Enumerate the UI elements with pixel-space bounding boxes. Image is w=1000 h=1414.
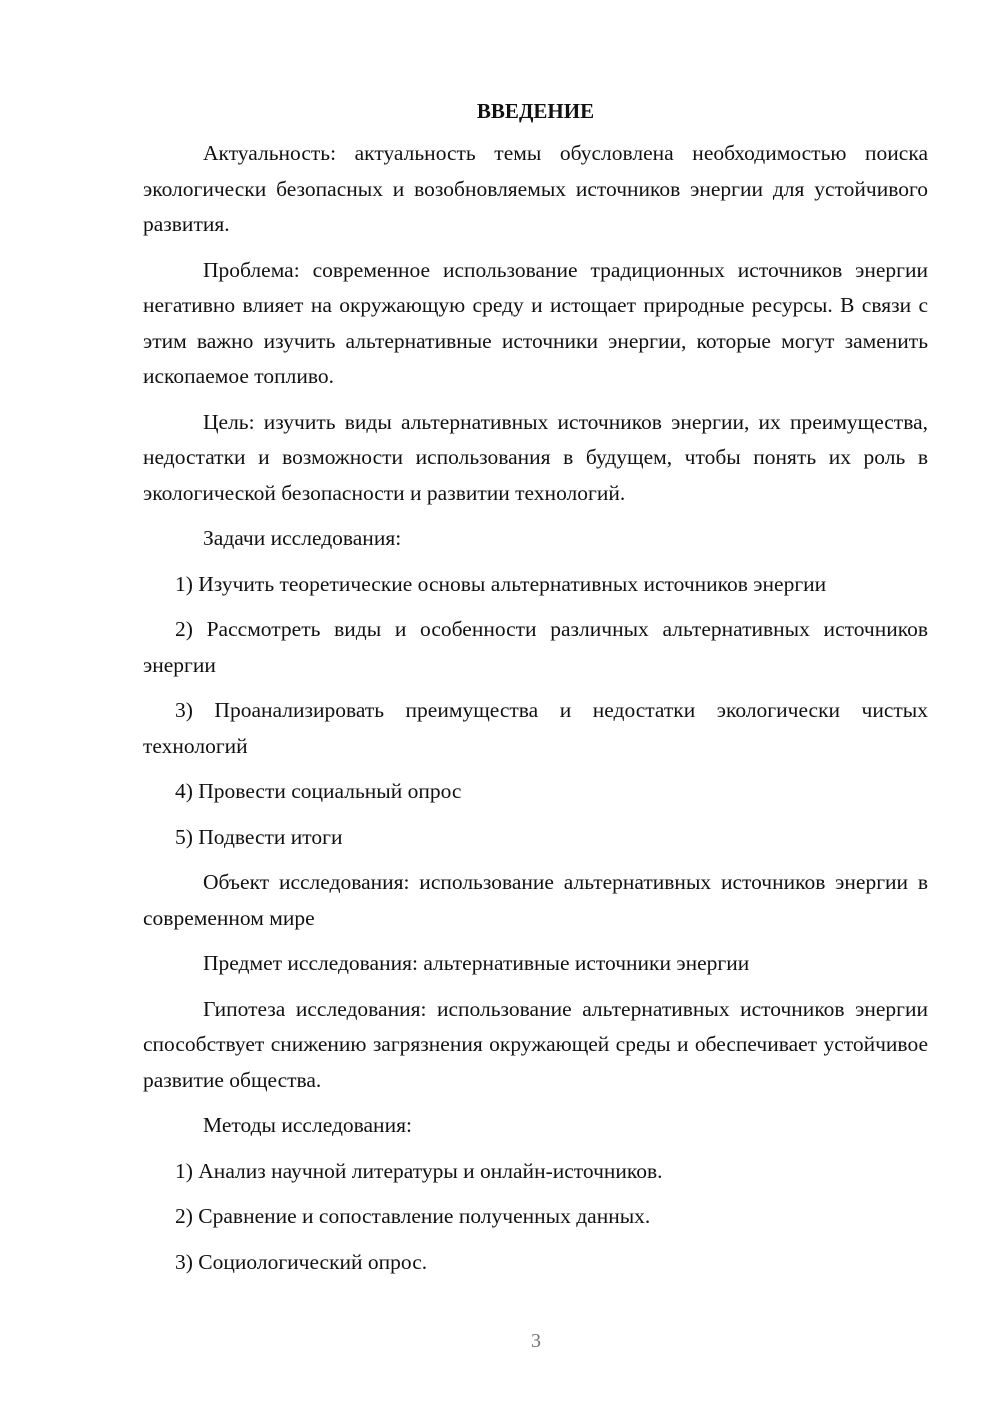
list-item: 1) Анализ научной литературы и онлайн-источников.	[175, 1158, 663, 1183]
paragraph: Методы исследования:	[203, 1113, 412, 1137]
paragraph: Проблема: современное использование традиционных источников энергии негативно влияет на окружающую среду и истощает природные ресурсы. В связи с этим важно изучить альтернативные источники энергии, которые могут заменить ископаемое топливо.	[143, 257, 928, 388]
list-item: 2) Рассмотреть виды и особенности различных альтернативных источников энергии	[143, 617, 928, 677]
paragraph: Задачи исследования:	[203, 526, 402, 550]
list-item: 1) Изучить теоретические основы альтернативных источников энергии	[175, 571, 827, 596]
page-number: 3	[531, 1330, 541, 1352]
paragraph: Гипотеза исследования: использование альтернативных источников энергии способствует снижению загрязнения окружающей среды и обеспечивает устойчивое развитие общества.	[143, 996, 928, 1092]
list-item: 5) Подвести итоги	[175, 824, 343, 849]
list-item: 3) Проанализировать преимущества и недостатки экологически чистых технологий	[143, 698, 928, 758]
document-title: ВВЕДЕНИЕ	[476, 99, 595, 123]
paragraph: Объект исследования: использование альтернативных источников энергии в современном мире	[143, 870, 928, 930]
document-body	[143, 136, 928, 1280]
list-item: 2) Сравнение и сопоставление полученных данных.	[175, 1204, 651, 1228]
document-page	[143, 93, 928, 1290]
paragraph: Цель: изучить виды альтернативных источников энергии, их преимущества, недостатки и возможности использования в будущем, чтобы понять их роль в экологической безопасности и развитии технологий.	[143, 409, 928, 505]
paragraph: Актуальность: актуальность темы обусловлена необходимостью поиска экологически безопасных и возобновляемых источников энергии для устойчивого развития.	[143, 141, 928, 236]
list-item: 3) Социологический опрос.	[175, 1249, 428, 1274]
list-item: 4) Провести социальный опрос	[175, 779, 462, 803]
paragraph: Предмет исследования: альтернативные источники энергии	[203, 951, 750, 975]
